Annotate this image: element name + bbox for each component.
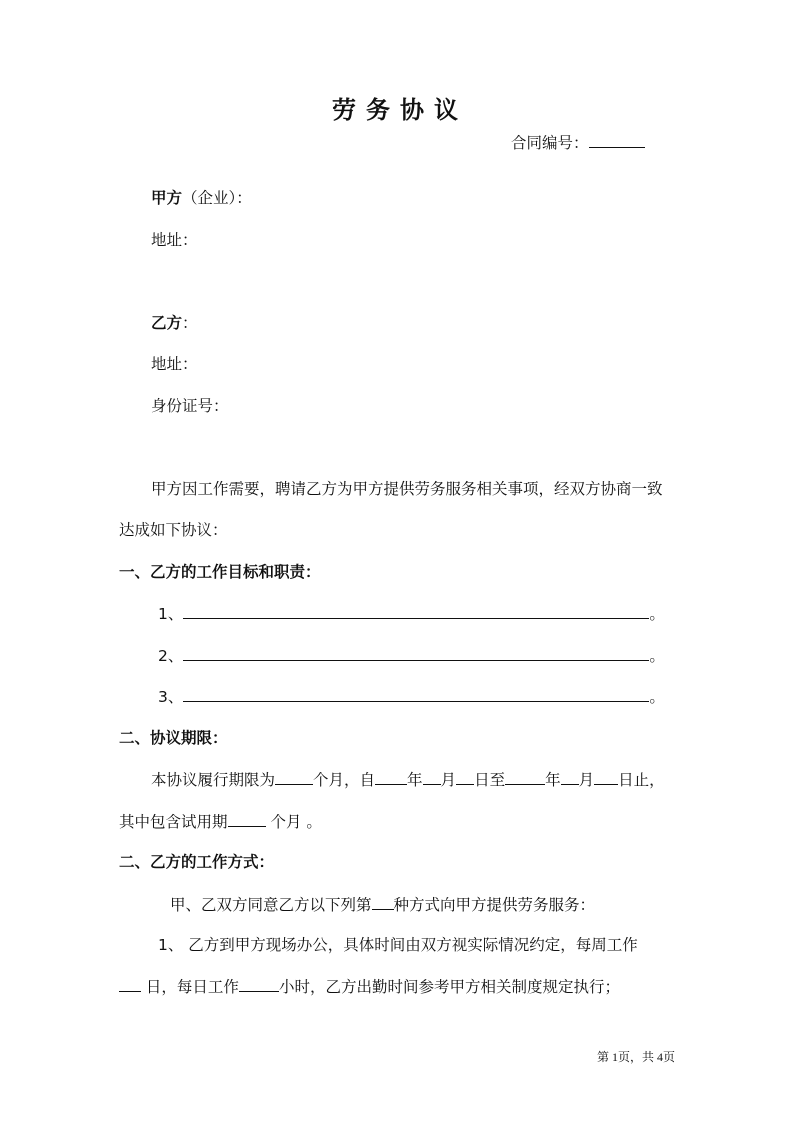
duty-number: 3、 xyxy=(158,688,184,706)
party-b-colon: ： xyxy=(182,314,198,332)
days-blank xyxy=(119,974,141,992)
term-text: 个月，自 xyxy=(313,771,376,789)
term-text: 月 xyxy=(440,771,457,789)
start-year-blank xyxy=(375,767,407,785)
duty-end: 。 xyxy=(649,647,665,665)
duty-item xyxy=(158,643,665,668)
section-2-heading: 二、协议期限： xyxy=(119,729,228,747)
mode-1-line-1: 1、 乙方到甲方现场办公，具体时间由双方视实际情况约定，每周工作 xyxy=(158,936,638,954)
term-line-2 xyxy=(119,809,322,834)
contract-number-blank xyxy=(589,130,645,148)
party-b-address-label: 地址： xyxy=(151,355,198,373)
term-text: 本协议履行期限为 xyxy=(151,771,276,789)
duty-end: 。 xyxy=(649,688,665,706)
term-text: 年 xyxy=(407,771,423,789)
mode-text: 小时，乙方出勤时间参考甲方相关制度规定执行； xyxy=(278,978,620,996)
section-3-heading: 二、乙方的工作方式： xyxy=(119,853,275,871)
contract-number-label: 合同编号： xyxy=(511,134,589,152)
term-text: 年 xyxy=(545,771,561,789)
mode-text: 日，每日工作 xyxy=(141,978,239,996)
duty-blank xyxy=(183,643,649,661)
mode-text: 种方式向甲方提供劳务服务： xyxy=(393,896,596,914)
contract-number xyxy=(511,130,645,155)
mode-line xyxy=(170,892,595,917)
end-month-blank xyxy=(561,767,579,785)
page-footer: 第 1页，共 4页 xyxy=(597,1050,676,1064)
party-b-id-label: 身份证号： xyxy=(151,397,229,415)
term-text: 其中包含试用期 xyxy=(119,813,228,831)
duty-end: 。 xyxy=(649,605,665,623)
duty-number: 2、 xyxy=(158,647,184,665)
probation-blank xyxy=(228,809,266,827)
party-a-line xyxy=(151,186,252,210)
mode-text: 甲、乙双方同意乙方以下列第 xyxy=(170,896,372,914)
party-a-suffix: （企业）： xyxy=(182,189,252,207)
hours-blank xyxy=(239,974,279,992)
term-text: 个月 。 xyxy=(265,813,322,831)
end-day-blank xyxy=(594,767,618,785)
term-text: 日至 xyxy=(474,771,506,789)
duty-item xyxy=(158,684,665,709)
mode-number-blank xyxy=(372,892,394,910)
duty-blank xyxy=(183,601,649,619)
section-1-heading: 一、乙方的工作目标和职责： xyxy=(119,563,321,581)
intro-line-1: 甲方因工作需要，聘请乙方为甲方提供劳务服务相关事项，经双方协商一致 xyxy=(151,480,663,498)
duty-item xyxy=(158,601,665,626)
party-b-line xyxy=(151,311,198,335)
end-year-blank xyxy=(505,767,545,785)
party-b-label: 乙方 xyxy=(151,314,183,332)
start-day-blank xyxy=(456,767,474,785)
duty-blank xyxy=(183,684,649,702)
document-title: 劳务协议 xyxy=(332,96,468,124)
months-blank xyxy=(275,767,313,785)
term-text: 日止， xyxy=(618,771,665,789)
term-text: 月 xyxy=(578,771,595,789)
mode-1-line-2 xyxy=(119,974,620,999)
term-line-1 xyxy=(151,767,665,792)
party-a-address-label: 地址： xyxy=(151,231,198,249)
intro-line-2: 达成如下协议： xyxy=(119,521,228,539)
start-month-blank xyxy=(423,767,441,785)
party-a-label: 甲方 xyxy=(151,189,183,207)
duty-number: 1、 xyxy=(158,605,184,623)
